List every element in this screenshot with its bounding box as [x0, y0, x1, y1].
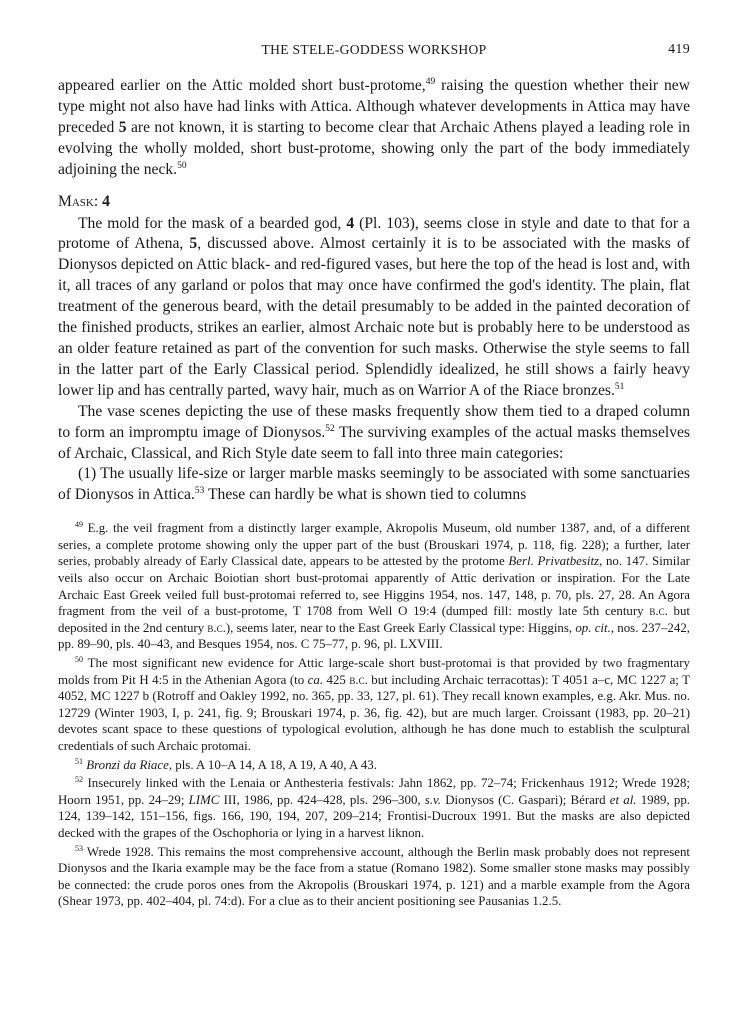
page	[58, 42, 690, 912]
page-number: 419	[668, 42, 690, 57]
footnote-53: $^{53}$ Wrede 1928. This remains the most comprehensive account, although the Berlin mask probably does not represent Dionysos and the Ikaria example may be the face from a statue (Romano 1982). Some smaller stone masks may possibly be connected: the crude poros ones from the Akropolis (Brouskari 1974, p. 121) and a marble example from the Agora (Shear 1973, pp. 402–404, pl. 74:d). For a clue as to their ancient positioning see Pausanias 1.2.5.	[58, 843, 690, 909]
paragraph: The vase scenes depicting the use of these masks frequently show them tied to a draped column to form an impromptu image of Dionysos.$^{52}$ The surviving examples of the actual masks themselves of Archaic, Classical, and Rich Style date seem to fall into three main categories:	[58, 402, 690, 462]
footnote-ref[interactable]: 51	[614, 381, 625, 392]
footnote-ref[interactable]: 52	[325, 423, 335, 434]
section-heading: Mask: 4	[58, 192, 110, 210]
main-text	[58, 76, 690, 506]
footnote-51: $^{51}$ Bronzi da Riace, pls. A 10–A 14, A 18, A 19, A 40, A 43.	[75, 756, 377, 772]
footnote-49: $^{49}$ E.g. the veil fragment from a distinctly larger example, Akropolis Museum, old number 1387, and, of a different series, a complete protome showing only the upper part of the bust (Brouskari 1974, p. 118, fig. 228); a further, later series, probably already of Early Classical date, appears to be attested by the protome Berl. Privatbesitz, no. 147. Similar veils also occur on Archaic Boiotian short bust-protomai apparently of Attic derivation or inspiration. For the Late Archaic East Greek veiled full bust-protomai referred to, see Higgins 1954, nos. 147, 148, p. 70, pls. 27, 28. An Agora fragment from the veil of a bust-protome, T 1708 from Well O 19:4 (dumped fill: mostly late 5th century b.c. but deposited in the 2nd century b.c.), seems later, near to the East Greek Early Classical type: Higgins, op. cit., nos. 237–242, pp. 89–90, pls. 40–43, and Besques 1954, nos. C 75–77, p. 96, pl. LXVIII.	[58, 520, 690, 652]
footnote-number: 53	[75, 843, 83, 853]
footnote-50: $^{50}$ The most significant new evidence for Attic large-scale short bust-protomai is that provided by two fragmentary molds from Pit H 4:5 in the Athenian Agora (to ca. 425 b.c. but including Archaic terracottas): T 4051 a–c, MC 1227 a; T 4052, MC 1227 b (Rotroff and Oakley 1992, no. 365, pp. 33, 127, pl. 61). They recall known examples, e.g. Akr. Mus. no. 12729 (Winter 1903, I, p. 241, fig. 9; Brouskari 1974, p. 36, fig. 42), but are much larger. Croissant (1983, pp. 20–21) devotes scant space to these questions of typological evolution, although he has done much to establish the sculptural credentials of such Archaic protomai.	[58, 654, 690, 753]
footnote-number: 51	[75, 756, 83, 766]
footnote-ref[interactable]: 53	[194, 486, 205, 497]
footnote-ref[interactable]: 49	[425, 77, 436, 87]
footnotes	[58, 520, 690, 910]
footnote-ref[interactable]: 50	[177, 160, 187, 171]
footnote-number: 52	[75, 775, 83, 785]
footnote-52: $^{52}$ Insecurely linked with the Lenaia or Anthesteria festivals: Jahn 1862, pp. 72–74; Frickenhaus 1912; Wrede 1928; Hoorn 1951, pp. 24–29; LIMC III, 1986, pp. 424–428, pls. 296–300, s.v. Dionysos (C. Gaspari); Bérard et al. 1989, pp. 124, 139–142, 151–156, figs. 166, 190, 194, 207, 209–214; Frontisi-Ducroux 1991. But the masks are also depicted decked with the grapes of the Oschophoria or lying in a harvest liknon.	[58, 775, 690, 840]
footnote-number: 49	[75, 520, 83, 530]
paragraph: (1) The usually life-size or larger marble masks seemingly to be associated with some sanctuaries of Dionysos in Attica.$^{53}$ These can hardly be what is shown tied to columns	[58, 465, 690, 504]
paragraph: appeared earlier on the Attic molded short bust-protome,$^{49}$ raising the question whether their new type might not also have had links with Attica. Although whatever developments in Attica may have preceded 5 are not known, it is starting to become clear that Archaic Athens played a leading role in evolving the wholly molded, short bust-protome, showing only the part of the body immediately adjoining the neck.$^{50}$	[58, 77, 690, 178]
paragraph: The mold for the mask of a bearded god, 4 (Pl. 103), seems close in style and date to that for a protome of Athena, 5, discussed above. Almost certainly it is to be associated with the masks of Dionysos depicted on Attic black- and red-figured vases, but here the top of the head is lost and, with it, all traces of any garland or polos that may once have confirmed the god's identity. The plain, flat treatment of the generous beard, with the detail presumably to be added in the painted decoration of the finished products, strikes an earlier, almost Archaic note but is probably here to be understood as an older feature retained as part of the convention for such masks. Otherwise the style seems to fall in the latter part of the Early Classical period. Splendidly idealized, he still shows a fairly heavy lower lip and has centrally parted, wavy hair, much as on Warrior A of the Riace bronzes.$^{51}$	[58, 214, 690, 399]
footnote-number: 50	[75, 654, 83, 664]
running-title: THE STELE-GODDESS WORKSHOP	[261, 42, 487, 57]
running-header	[58, 42, 690, 64]
